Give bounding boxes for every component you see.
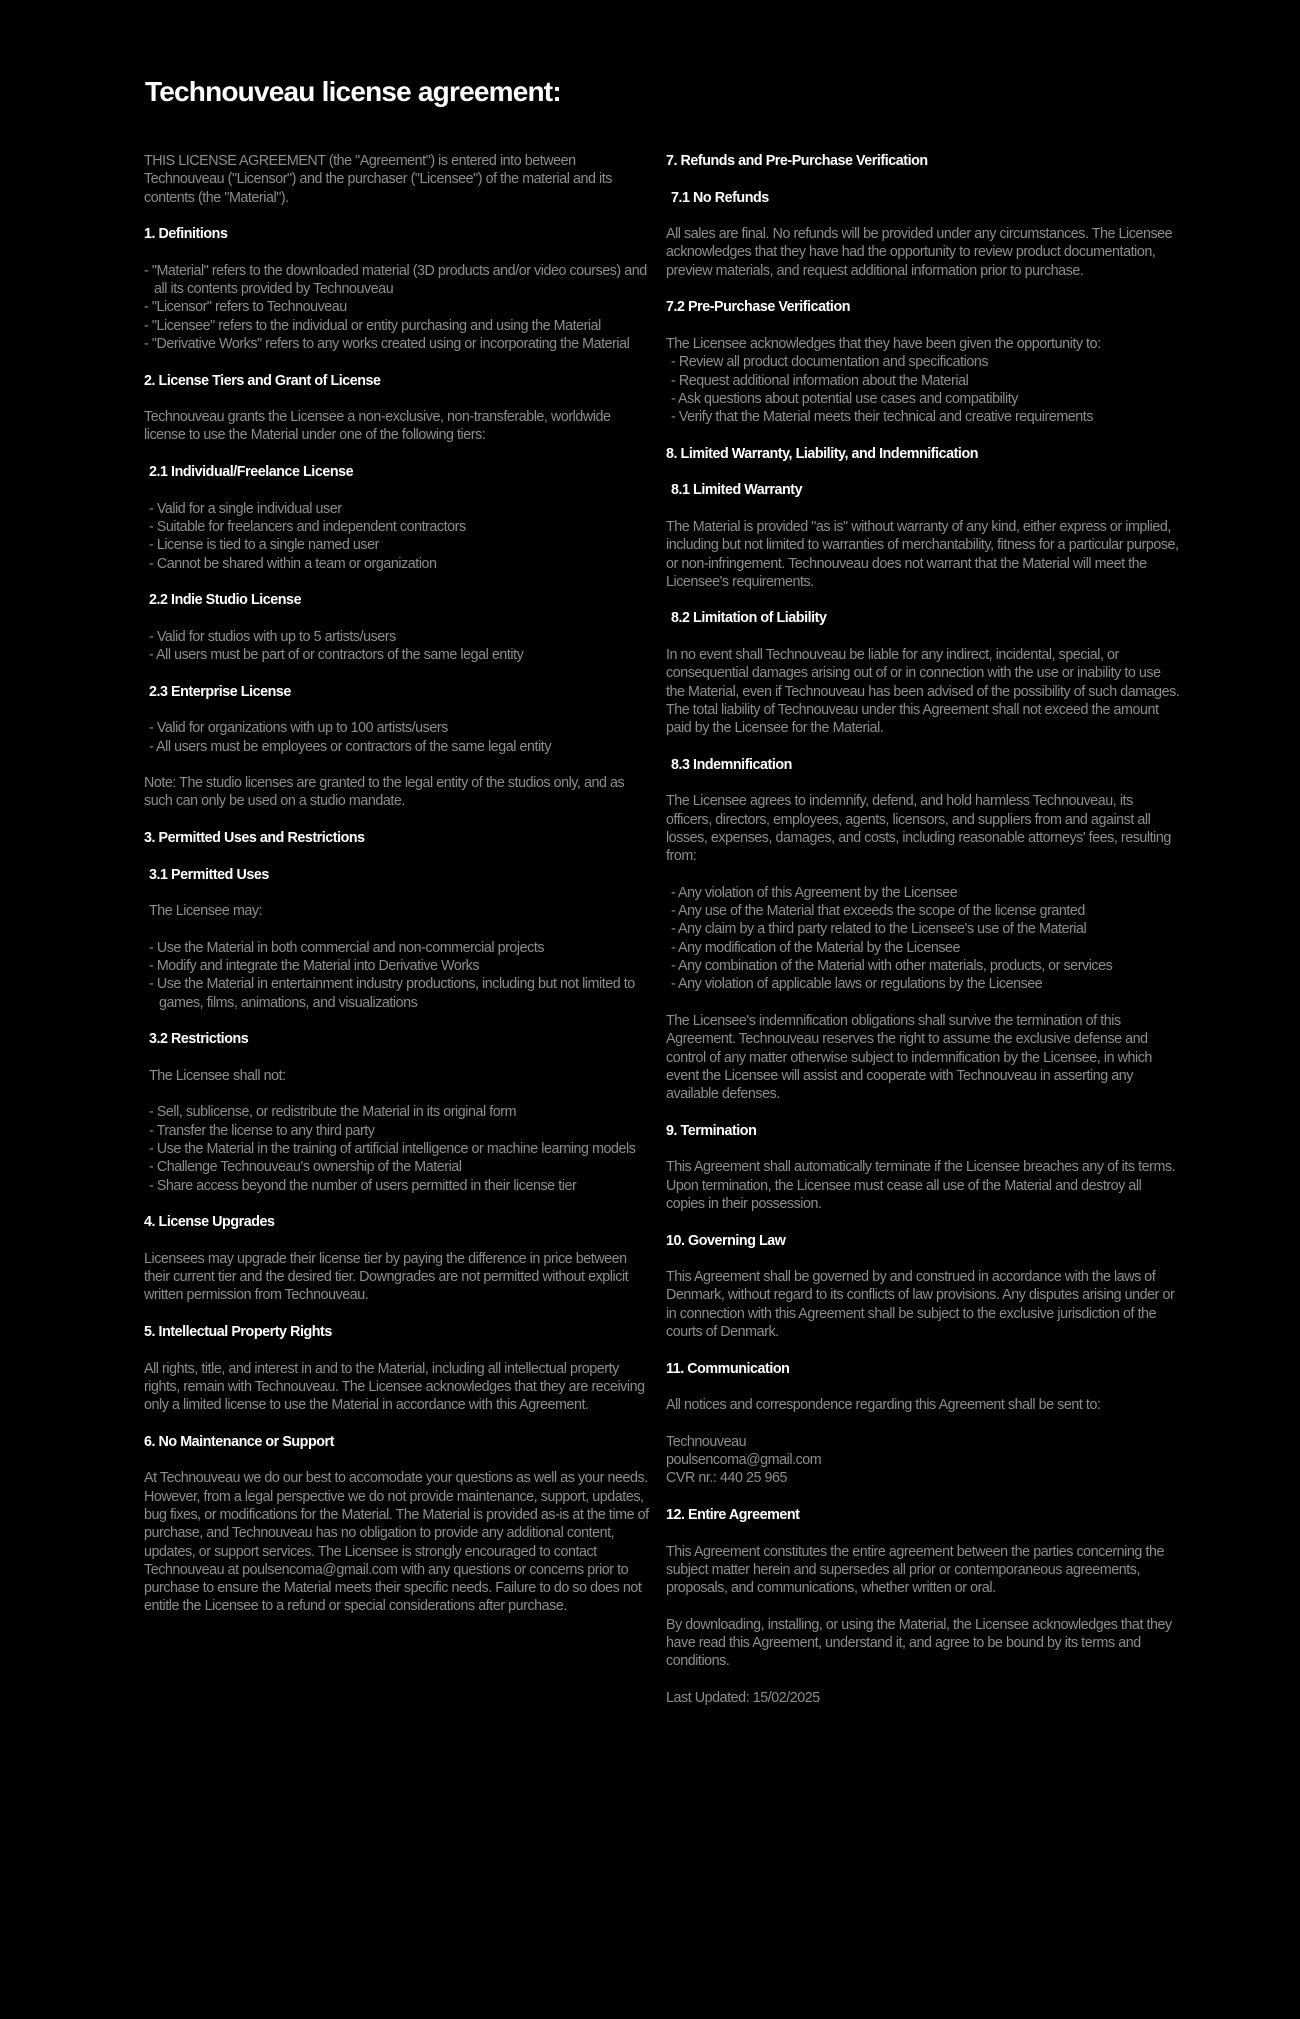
indemnification-survival-paragraph: The Licensee's indemnification obligations shall survive the termination of this Agreement. Technouveau reserves the right to assume the exclusive defense and control of any matter otherwise subject to indemnification by the Licensee, in which event the Licensee will assist and cooperate with Technouveau in asserting any available defenses. xyxy=(666,1012,1152,1103)
subsection-heading-limited-warranty: 8.1 Limited Warranty xyxy=(671,482,803,499)
list-item: - Valid for organizations with up to 100 artists/users xyxy=(149,720,448,737)
list-item: - Valid for studios with up to 5 artists/users xyxy=(149,628,396,645)
list-item: - Any combination of the Material with other materials, products, or services xyxy=(671,958,1113,975)
license-tiers-paragraph: Technouveau grants the Licensee a non-exclusive, non-transferable, worldwide license to use the Material under one of the following tiers: xyxy=(144,409,611,444)
pre-purchase-lead: The Licensee acknowledges that they have been given the opportunity to: xyxy=(666,335,1101,352)
list-item: - Review all product documentation and specifications xyxy=(671,354,989,371)
subsection-heading-permitted-uses: 3.1 Permitted Uses xyxy=(149,866,269,883)
communication-paragraph: All notices and correspondence regarding this Agreement shall be sent to: xyxy=(666,1397,1101,1414)
list-item: - Transfer the license to any third party xyxy=(149,1122,375,1139)
permitted-uses-list xyxy=(144,939,654,1012)
intro-paragraph: THIS LICENSE AGREEMENT (the "Agreement") is entered into between Technouveau ("Licensor") and the purchaser ("Licensee") of the material and its contents (the "Material"). xyxy=(144,153,612,206)
subsection-heading-individual-license: 2.1 Individual/Freelance License xyxy=(149,464,354,481)
no-support-paragraph: At Technouveau we do our best to accomodate your questions as well as your needs. However, from a legal perspective we do not provide maintenance, support, updates, bug fixes, or modifications for the Material. The Material is provided as-is at the time of purchase, and Technouveau has no obligation to provide any additional content, updates, or support services. The Licensee is strongly encouraged to contact Technouveau at poulsencoma@gmail.com with any questions or concerns prior to purchase to ensure the Material meets their specific needs. Failure to do so does not entitle the Licensee to a refund or special considerations after purchase. xyxy=(144,1470,649,1615)
list-item: - Sell, sublicense, or redistribute the Material in its original form xyxy=(149,1104,517,1121)
page-title: Technouveau license agreement: xyxy=(145,76,561,107)
section-heading-termination: 9. Termination xyxy=(666,1122,757,1139)
section-heading-refunds: 7. Refunds and Pre-Purchase Verification xyxy=(666,153,928,169)
section-heading-warranty: 8. Limited Warranty, Liability, and Indemnification xyxy=(666,445,979,462)
section-heading-communication: 11. Communication xyxy=(666,1360,790,1377)
subsection-heading-pre-purchase: 7.2 Pre-Purchase Verification xyxy=(666,299,851,316)
permitted-uses-lead: The Licensee may: xyxy=(149,903,263,920)
entire-agreement-paragraph: This Agreement constitutes the entire agreement between the parties concerning the subject matter herein and supersedes all prior or contemporaneous agreements, proposals, and communications, whether written or oral. xyxy=(666,1543,1164,1597)
right-column xyxy=(666,152,1182,1726)
studio-license-note: Note: The studio licenses are granted to the legal entity of the studios only, and as such can only be used on a studio mandate. xyxy=(144,775,625,810)
section-heading-entire-agreement: 12. Entire Agreement xyxy=(666,1506,800,1523)
list-item: - License is tied to a single named user xyxy=(149,537,379,554)
list-item: - Any claim by a third party related to the Licensee's use of the Material xyxy=(671,921,1087,938)
list-item: - Ask questions about potential use cases and compatibility xyxy=(671,390,1018,407)
no-refunds-paragraph: All sales are final. No refunds will be provided under any circumstances. The Licensee acknowledges that they have had the opportunity to review product documentation, preview materials, and request additional information prior to purchase. xyxy=(666,226,1173,279)
contact-name: Technouveau xyxy=(666,1433,747,1450)
list-item: - Use the Material in the training of artificial intelligence or machine learning models xyxy=(149,1141,636,1158)
restrictions-list xyxy=(144,1103,654,1194)
list-item: - Challenge Technouveau's ownership of the Material xyxy=(149,1159,462,1176)
list-item: - "Licensee" refers to the individual or entity purchasing and using the Material xyxy=(144,317,601,334)
limitation-liability-paragraph: In no event shall Technouveau be liable for any indirect, incidental, special, or consequential damages arising out of or in connection with the use or inability to use the Material, even if Technouveau has been advised of the possibility of such damages. The total liability of Technouveau under this Agreement shall not exceed the amount paid by the Licensee for the Material. xyxy=(666,647,1180,737)
section-heading-permitted-uses: 3. Permitted Uses and Restrictions xyxy=(144,829,365,846)
list-item: - Any violation of this Agreement by the Licensee xyxy=(671,884,958,901)
subsection-heading-indemnification: 8.3 Indemnification xyxy=(671,756,792,773)
subsection-heading-restrictions: 3.2 Restrictions xyxy=(149,1031,249,1048)
list-item: - Verify that the Material meets their technical and creative requirements xyxy=(671,409,1094,426)
section-heading-license-tiers: 2. License Tiers and Grant of License xyxy=(144,372,381,389)
list-item: - Use the Material in both commercial and non-commercial projects xyxy=(149,939,545,956)
ip-rights-paragraph: All rights, title, and interest in and to the Material, including all intellectual property rights, remain with Technouveau. The Licensee acknowledges that they are receiving only a limited license to use the Material in accordance with this Agreement. xyxy=(144,1360,645,1414)
limited-warranty-paragraph: The Material is provided "as is" without warranty of any kind, either express or implied, including but not limited to warranties of merchantability, fitness for a particular purpose, or non-infringement. Technouveau does not warrant that the Material will meet the Licensee's requirements. xyxy=(666,518,1179,590)
subsection-heading-limitation-liability: 8.2 Limitation of Liability xyxy=(671,610,827,627)
enterprise-license-list xyxy=(144,719,654,756)
subsection-heading-enterprise-license: 2.3 Enterprise License xyxy=(149,683,291,700)
governing-law-paragraph: This Agreement shall be governed by and construed in accordance with the laws of Denmark, without regard to its conflicts of law provisions. Any disputes arising under or in connection with this Agreement shall be subject to the exclusive jurisdiction of the courts of Denmark. xyxy=(666,1269,1175,1340)
section-heading-license-upgrades: 4. License Upgrades xyxy=(144,1214,275,1231)
list-item: - Any use of the Material that exceeds the scope of the license granted xyxy=(671,903,1085,920)
list-item: - Modify and integrate the Material into Derivative Works xyxy=(149,958,480,975)
list-item: - Request additional information about the Material xyxy=(671,372,969,389)
definitions-list xyxy=(144,262,654,353)
restrictions-lead: The Licensee shall not: xyxy=(149,1067,286,1084)
last-updated: Last Updated: 15/02/2025 xyxy=(666,1689,820,1706)
indemnification-paragraph: The Licensee agrees to indemnify, defend, and hold harmless Technouveau, its officers, directors, employees, agents, licensors, and suppliers from and against all losses, expenses, damages, and costs, including reasonable attorneys' fees, resulting from: xyxy=(666,793,1171,865)
license-upgrades-paragraph: Licensees may upgrade their license tier by paying the difference in price between their current tier and the desired tier. Downgrades are not permitted without explicit written permission from Technouveau. xyxy=(144,1250,629,1304)
list-item: - Valid for a single individual user xyxy=(149,500,342,517)
contact-block xyxy=(666,1433,1182,1488)
list-item: - Cannot be shared within a team or organization xyxy=(149,555,437,572)
subsection-heading-indie-studio-license: 2.2 Indie Studio License xyxy=(149,592,302,609)
individual-license-list xyxy=(144,500,654,573)
subsection-heading-no-refunds: 7.1 No Refunds xyxy=(671,189,769,206)
section-heading-definitions: 1. Definitions xyxy=(144,226,228,243)
indie-studio-license-list xyxy=(144,628,654,665)
termination-paragraph: This Agreement shall automatically terminate if the Licensee breaches any of its terms. Upon termination, the Licensee must cease all use of the Material and destroy all copies in their possession. xyxy=(666,1159,1176,1212)
list-item: - Any modification of the Material by the Licensee xyxy=(671,939,961,956)
contact-email: poulsencoma@gmail.com xyxy=(666,1452,822,1469)
list-item: - Share access beyond the number of users permitted in their license tier xyxy=(149,1177,577,1194)
list-item: - "Licensor" refers to Technouveau xyxy=(144,299,347,316)
left-column xyxy=(144,152,654,1634)
list-item: - "Material" refers to the downloaded material (3D products and/or video courses) and all its contents provided by Technouveau xyxy=(144,262,647,298)
pre-purchase-block xyxy=(666,335,1182,426)
section-heading-no-support: 6. No Maintenance or Support xyxy=(144,1433,334,1450)
list-item: - Use the Material in entertainment industry productions, including but not limited to games, films, animations, and visualizations xyxy=(149,976,635,1011)
contact-cvr: CVR nr.: 440 25 965 xyxy=(666,1470,788,1487)
indemnification-list xyxy=(666,884,1182,994)
list-item: - "Derivative Works" refers to any works created using or incorporating the Material xyxy=(144,335,630,352)
section-heading-ip-rights: 5. Intellectual Property Rights xyxy=(144,1324,332,1340)
acceptance-paragraph: By downloading, installing, or using the Material, the Licensee acknowledges that they have read this Agreement, understand it, and agree to be bound by its terms and conditions. xyxy=(666,1616,1172,1670)
list-item: - All users must be employees or contractors of the same legal entity xyxy=(149,738,552,755)
list-item: - Suitable for freelancers and independent contractors xyxy=(149,518,466,535)
list-item: - All users must be part of or contractors of the same legal entity xyxy=(149,647,524,664)
list-item: - Any violation of applicable laws or regulations by the Licensee xyxy=(671,976,1043,993)
section-heading-governing-law: 10. Governing Law xyxy=(666,1232,786,1249)
